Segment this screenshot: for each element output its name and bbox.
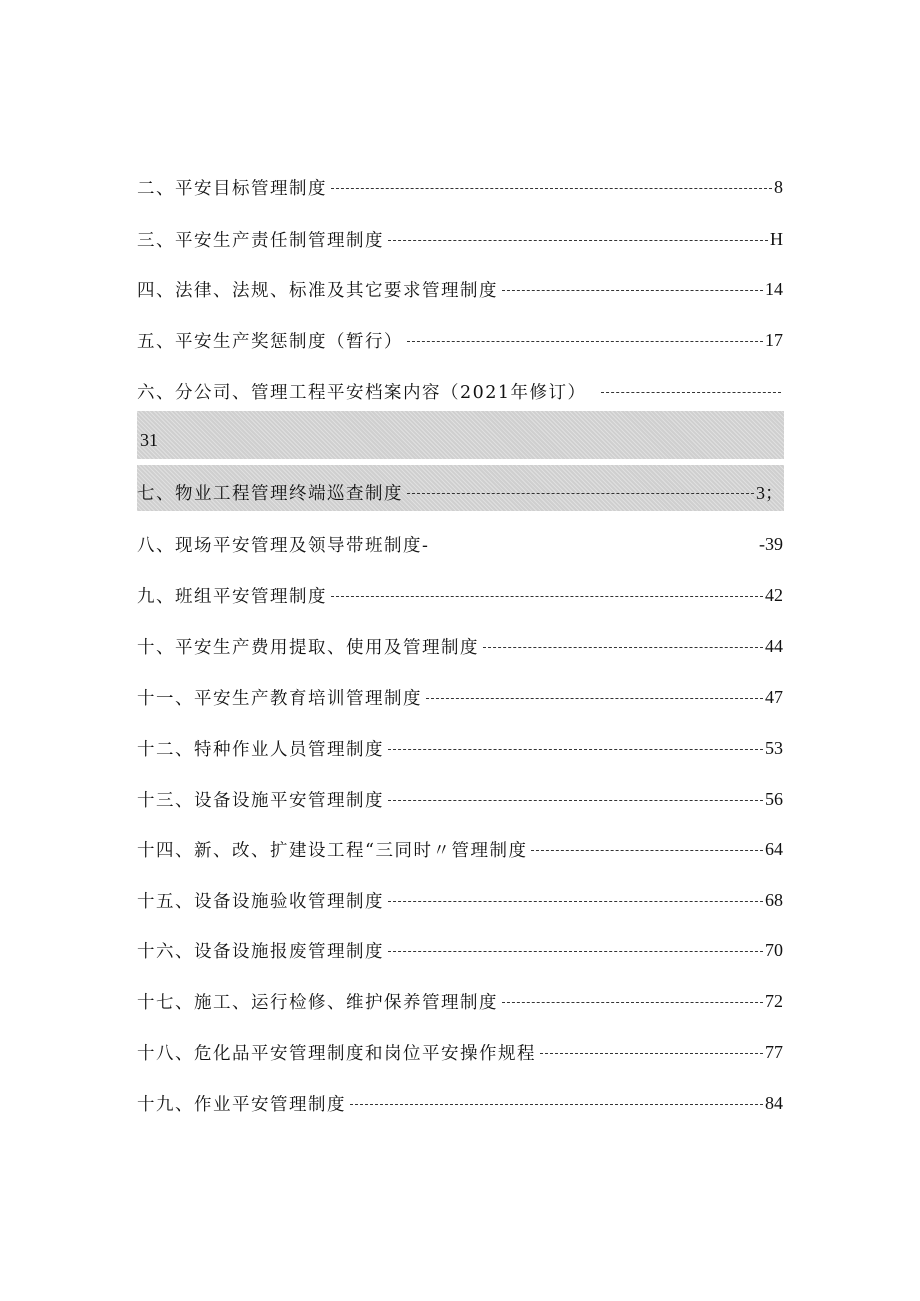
- toc-entry-label: 十八、危化品平安管理制度和岗位平安操作规程: [137, 1043, 536, 1064]
- toc-entry-page: 14: [765, 278, 783, 299]
- toc-entry-label: 十五、设备设施验收管理制度: [137, 891, 384, 912]
- dot-leader: [483, 647, 763, 648]
- toc-entry-page: -39: [759, 533, 783, 554]
- toc-entry[interactable]: [137, 631, 783, 661]
- toc-entry-page: 64: [765, 838, 783, 859]
- toc-entry-page: H: [770, 228, 783, 249]
- toc-entry-label: 九、班组平安管理制度: [137, 586, 327, 607]
- toc-entry[interactable]: [137, 885, 783, 915]
- toc-entry-label: 十、平安生产费用提取、使用及管理制度: [137, 637, 479, 658]
- toc-entry-page: 68: [765, 889, 783, 910]
- toc-entry-label: 十七、施工、运行检修、维护保养管理制度: [137, 992, 498, 1013]
- toc-entry-label: 七、物业工程管理终端巡查制度: [137, 483, 403, 504]
- dot-leader: [388, 749, 763, 750]
- toc-entry-page: 3；: [756, 483, 783, 503]
- toc-entry-page: 84: [765, 1092, 783, 1113]
- toc-entry-page: 17: [765, 329, 783, 350]
- dot-leader: [502, 290, 763, 291]
- toc-entry-label: 六、分公司、管理工程平安档案内容（2021年修订）: [137, 382, 587, 403]
- toc-entry-label: 八、现场平安管理及领导带班制度-: [137, 535, 430, 556]
- toc-entry-page: 72: [765, 990, 783, 1011]
- toc-entry[interactable]: [137, 325, 783, 355]
- toc-entry[interactable]: [137, 172, 783, 202]
- toc-entry[interactable]: [137, 682, 783, 712]
- toc-entry-page: 70: [765, 939, 783, 960]
- toc-entry[interactable]: [137, 784, 783, 814]
- dot-leader: [531, 850, 763, 851]
- toc-entry-label: 十三、设备设施平安管理制度: [137, 790, 384, 811]
- toc-entry-label: 四、法律、法规、标准及其它要求管理制度: [137, 280, 498, 301]
- toc-entry[interactable]: [137, 834, 783, 864]
- toc-entry[interactable]: [137, 733, 783, 763]
- toc-entry-label: 十一、平安生产教育培训管理制度: [137, 688, 422, 709]
- dot-leader: [388, 951, 763, 952]
- toc-entry-page: 56: [765, 788, 783, 809]
- dot-leader: [540, 1053, 763, 1054]
- dot-leader: [388, 901, 763, 902]
- dot-leader: [407, 341, 763, 342]
- toc-entry-page: 42: [765, 584, 783, 605]
- toc-entry[interactable]: [137, 529, 783, 559]
- dot-leader: [388, 800, 763, 801]
- toc-entry-label: 十六、设备设施报废管理制度: [137, 941, 384, 962]
- toc-entry[interactable]: [137, 986, 783, 1016]
- dot-leader: [331, 188, 772, 189]
- dot-leader: [601, 392, 781, 393]
- dot-leader: [350, 1104, 763, 1105]
- toc-entry-page: 8: [774, 176, 783, 197]
- toc-entry[interactable]: [137, 376, 783, 406]
- toc-entry[interactable]: [137, 1088, 783, 1118]
- toc-entry-label: 十二、特种作业人员管理制度: [137, 739, 384, 760]
- toc-entry-page: 53: [765, 737, 783, 758]
- toc-entry[interactable]: [137, 224, 783, 254]
- toc-entry-label: 三、平安生产责任制管理制度: [137, 230, 384, 251]
- toc-entry-page: 44: [765, 635, 783, 656]
- dot-leader: [502, 1002, 763, 1003]
- dot-leader: [331, 596, 763, 597]
- toc-entry[interactable]: [137, 935, 783, 965]
- toc-entry-page-continued: 31: [140, 430, 158, 450]
- toc-entry-label: 十四、新、改、扩建设工程“三同时〃管理制度: [137, 840, 528, 861]
- toc-entry-page: 47: [765, 686, 783, 707]
- toc-entry[interactable]: [137, 477, 783, 507]
- toc-entry[interactable]: [137, 580, 783, 610]
- toc-entry[interactable]: [137, 1037, 783, 1067]
- highlight-band-continued-page: [137, 411, 784, 459]
- dot-leader: [388, 240, 768, 241]
- toc-entry-label: 二、平安目标管理制度: [137, 178, 327, 199]
- toc-entry[interactable]: [137, 274, 783, 304]
- dot-leader: [407, 493, 754, 494]
- toc-entry-page: 77: [765, 1041, 783, 1062]
- toc-entry-label: 五、平安生产奖惩制度（暂行）: [137, 331, 403, 352]
- toc-entry-label: 十九、作业平安管理制度: [137, 1094, 346, 1115]
- dot-leader: [426, 698, 763, 699]
